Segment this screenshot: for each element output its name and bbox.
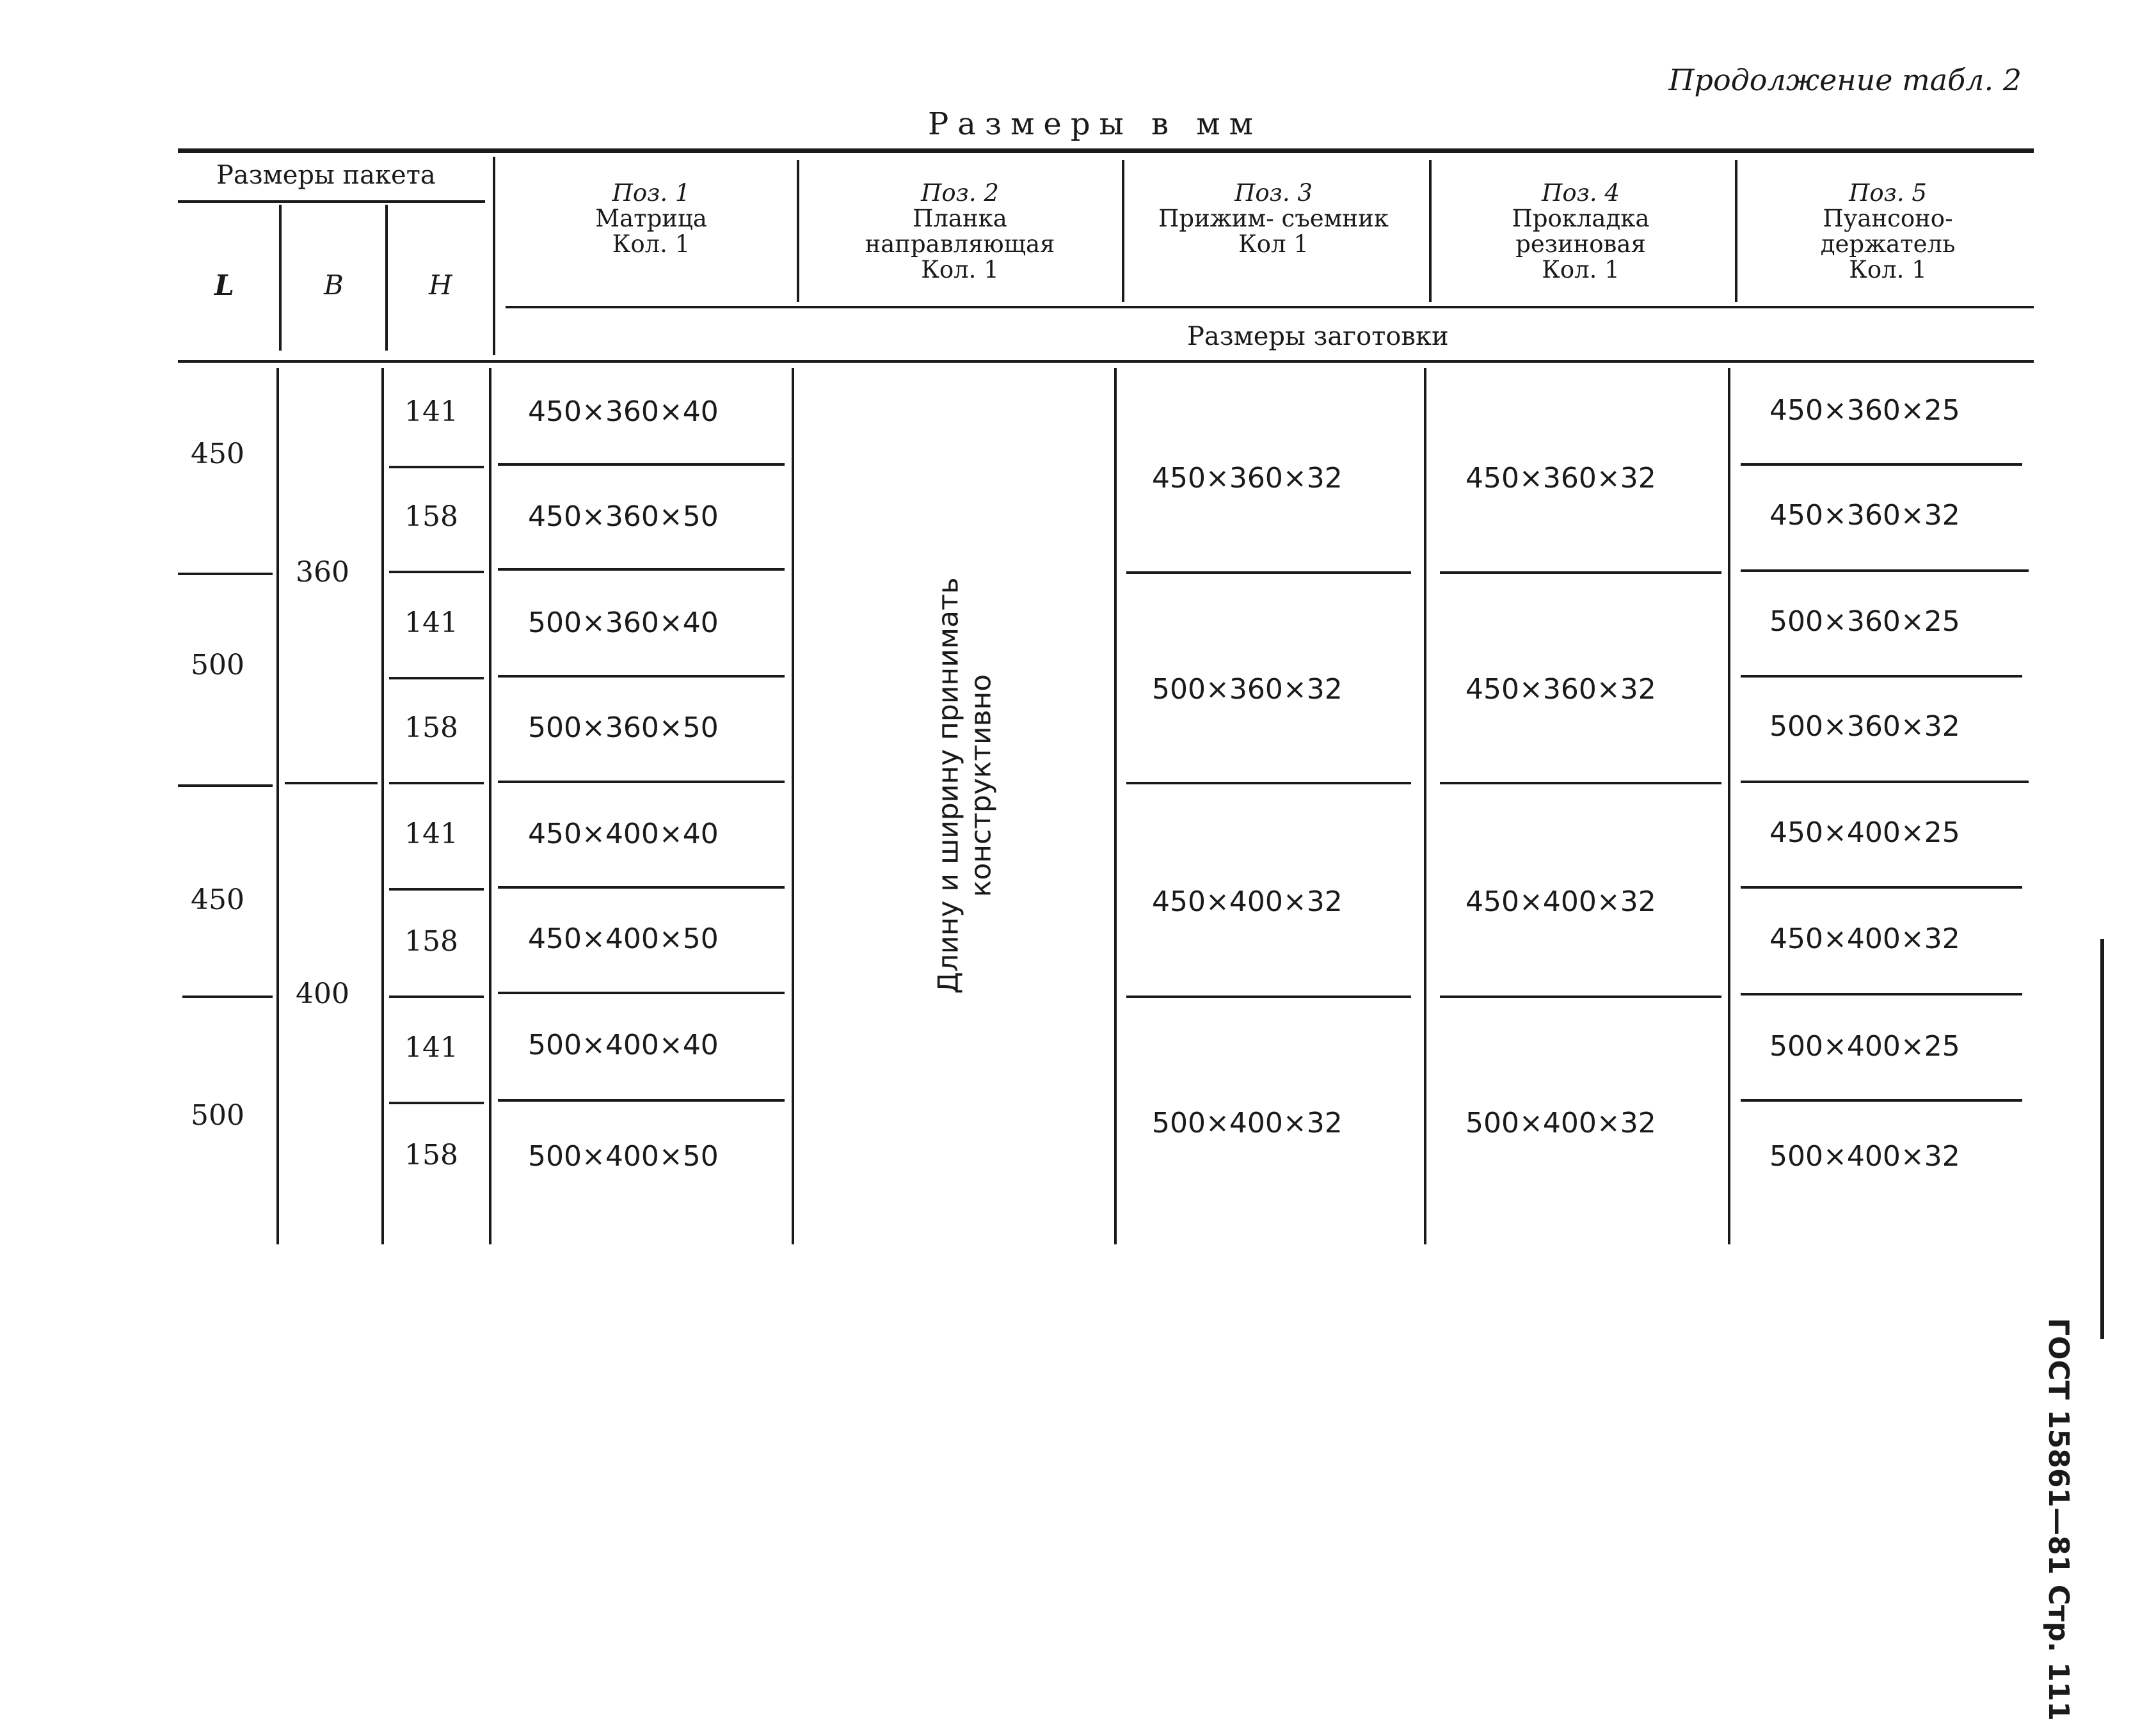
row-rule (1741, 781, 2029, 783)
row-rule (1741, 569, 2029, 572)
pos5-value: 500×400×32 (1769, 1140, 1960, 1173)
H-value: 158 (404, 925, 458, 958)
row-rule (1741, 1099, 2022, 1102)
row-rule (1741, 993, 2022, 995)
pos1-value: 500×400×50 (528, 1140, 719, 1173)
row-rule (498, 992, 785, 994)
package-header-rule (178, 200, 485, 203)
pos4-qty: Кол. 1 (1542, 255, 1620, 283)
row-rule (389, 1102, 484, 1104)
blank-sizes-header: Размеры заготовки (1187, 322, 1449, 351)
row-rule (1440, 995, 1721, 998)
L-value: 500 (191, 1099, 244, 1132)
pos1-value: 450×360×40 (528, 395, 719, 428)
pos1-value: 450×360×50 (528, 500, 719, 533)
H-value: 141 (404, 1031, 458, 1064)
pos4-value: 450×360×32 (1465, 462, 1656, 495)
pos3-value: 450×360×32 (1152, 462, 1343, 495)
pos2-header (832, 180, 1088, 283)
row-rule (498, 1099, 785, 1102)
pos1-header (506, 180, 797, 257)
row-rule (182, 995, 273, 998)
row-rule (389, 571, 484, 573)
body-divider (1424, 368, 1426, 1244)
row-rule (178, 573, 273, 575)
row-rule (178, 784, 273, 787)
row-rule (1126, 782, 1411, 784)
pos1-label: Поз. 1 (612, 179, 691, 207)
header-divider (797, 160, 799, 302)
header-bottom-rule (178, 360, 2034, 363)
pos5-value: 500×360×32 (1769, 710, 1960, 743)
pos5-value: 500×360×25 (1769, 605, 1960, 638)
col-L-header: L (214, 269, 234, 302)
row-rule (498, 568, 785, 571)
pos5-label: Поз. 5 (1849, 179, 1927, 207)
H-value: 158 (404, 500, 458, 533)
header-divider (1429, 160, 1432, 302)
pos1-value: 500×400×40 (528, 1029, 719, 1061)
row-rule (389, 888, 484, 891)
pos5-value: 450×360×25 (1769, 394, 1960, 427)
B-value: 360 (296, 556, 349, 589)
pos1-value: 450×400×40 (528, 818, 719, 850)
pos4-header (1459, 180, 1702, 283)
pos1-value: 500×360×40 (528, 607, 719, 639)
pos5-value: 450×400×25 (1769, 816, 1960, 849)
row-rule (498, 781, 785, 783)
row-rule (1440, 571, 1721, 574)
pos4-value: 450×360×32 (1465, 673, 1656, 706)
col-B-header: B (324, 269, 344, 301)
body-divider (1114, 368, 1117, 1244)
pos1-value: 450×400×50 (528, 923, 719, 955)
standard-page-caption: ГОСТ 15861—81 Стр. 111 (2042, 1318, 2075, 1721)
row-rule (285, 782, 378, 784)
H-value: 158 (404, 1139, 458, 1171)
body-divider (1728, 368, 1730, 1244)
pos3-value: 500×360×32 (1152, 673, 1343, 706)
package-sizes-header: Размеры пакета (216, 161, 436, 190)
row-rule (389, 995, 484, 998)
B-value: 400 (296, 978, 349, 1010)
L-value: 500 (191, 649, 244, 681)
header-divider (1735, 160, 1737, 302)
row-rule (389, 466, 484, 468)
pos1-qty: Кол. 1 (612, 230, 691, 258)
pos3-value: 450×400×32 (1152, 885, 1343, 918)
pos3-value: 500×400×32 (1152, 1107, 1343, 1139)
pos5-value: 450×400×32 (1769, 923, 1960, 955)
row-rule (498, 463, 785, 466)
row-rule (1440, 782, 1721, 784)
pos1-name: Матрица (595, 204, 707, 232)
row-rule (389, 782, 484, 784)
row-rule (1741, 675, 2022, 678)
col-H-header: H (429, 269, 452, 301)
H-value: 141 (404, 395, 458, 428)
pos2-label: Поз. 2 (921, 179, 999, 207)
pos5-header (1766, 180, 2009, 283)
header-divider (385, 205, 388, 351)
body-divider (381, 368, 384, 1244)
row-rule (1741, 886, 2022, 889)
body-divider (276, 368, 279, 1244)
pos4-name: Прокладка резиновая (1512, 204, 1650, 258)
pos2-name: Планка направляющая (865, 204, 1055, 258)
header-divider (279, 205, 282, 351)
row-rule (498, 675, 785, 678)
L-value: 450 (191, 438, 244, 470)
body-divider (489, 368, 491, 1244)
pos2-qty: Кол. 1 (921, 255, 999, 283)
H-value: 141 (404, 818, 458, 850)
pos4-value: 500×400×32 (1465, 1107, 1656, 1139)
body-divider (792, 368, 794, 1244)
pos5-name: Пуансоно- держатель (1820, 204, 1956, 258)
row-rule (1741, 463, 2022, 466)
pos3-header (1152, 180, 1395, 257)
continuation-caption: Продолжение табл. 2 (1668, 63, 2022, 97)
row-rule (498, 886, 785, 889)
H-value: 141 (404, 607, 458, 639)
pos3-name: Прижим- съемник (1158, 204, 1389, 232)
pos2-note: Длину и ширину принимать конструктивно (932, 577, 997, 994)
pos5-value: 500×400×25 (1769, 1030, 1960, 1063)
units-title: Размеры в мм (928, 106, 1262, 142)
L-value: 450 (191, 884, 244, 916)
positions-header-rule (506, 306, 2034, 308)
row-rule (389, 677, 484, 679)
top-rule (178, 148, 2034, 153)
pos5-value: 450×360×32 (1769, 499, 1960, 532)
H-value: 158 (404, 711, 458, 744)
pos3-label: Поз. 3 (1234, 179, 1313, 207)
row-rule (1126, 571, 1411, 574)
header-divider (1122, 160, 1124, 302)
pos4-value: 450×400×32 (1465, 885, 1656, 918)
pos1-value: 500×360×50 (528, 711, 719, 744)
pos4-label: Поз. 4 (1542, 179, 1620, 207)
pos3-qty: Кол 1 (1238, 230, 1309, 258)
header-divider (493, 157, 495, 355)
pos5-qty: Кол. 1 (1849, 255, 1927, 283)
side-rule (2100, 939, 2104, 1339)
row-rule (1126, 995, 1411, 998)
